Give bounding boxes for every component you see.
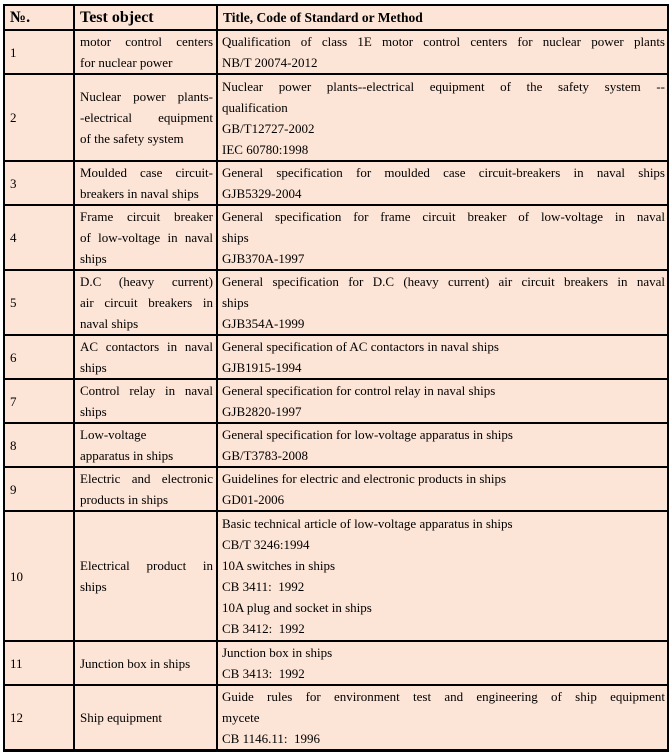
row-number-cell xyxy=(4,74,74,161)
standard-title-line: Nuclear power plants--electrical equipment of the safety system -- xyxy=(222,78,665,94)
test-object-line: for nuclear power xyxy=(80,55,173,70)
test-object-line: AC contactors in naval xyxy=(80,339,213,354)
table-header xyxy=(4,5,668,30)
header-row xyxy=(4,5,668,30)
test-object-cell xyxy=(74,335,217,379)
header-no: №. xyxy=(4,5,74,30)
row-number-cell xyxy=(4,335,74,379)
row-number-cell xyxy=(4,467,74,511)
standard-title-line: General specification for D.C (heavy current) air circuit breakers in naval xyxy=(222,274,665,289)
standard-title-line: ships xyxy=(222,230,249,245)
row-number: 10 xyxy=(10,568,23,584)
test-object-cell xyxy=(74,467,217,511)
standard-title-cell xyxy=(217,511,668,641)
test-object-cell xyxy=(74,379,217,423)
standard-title-line: General specification for low-voltage apparatus in ships xyxy=(222,427,513,442)
row-number-cell xyxy=(4,379,74,423)
test-object-line: -electrical equipment xyxy=(80,110,213,125)
standard-title-line: Guide rules for environment test and engineering of ship equipment xyxy=(222,689,665,704)
standard-title-line: General specification of AC contactors in naval ships xyxy=(222,339,499,354)
test-object-line: products in ships xyxy=(80,492,169,507)
table-row xyxy=(4,161,668,205)
standard-title-line: GJB5329-2004 xyxy=(222,186,302,201)
standard-title-line: CB 3413: 1992 xyxy=(222,666,305,681)
test-object-line: of the safety system xyxy=(80,131,184,146)
test-object-cell xyxy=(74,30,217,74)
test-object-line: Nuclear power plants- xyxy=(80,89,213,104)
test-object-line: naval ships xyxy=(80,316,139,331)
standard-title-cell xyxy=(217,161,668,205)
test-object-cell xyxy=(74,641,217,685)
header-title-code: Title, Code of Standard or Method xyxy=(217,5,668,30)
test-object-line: motor control centers xyxy=(80,34,213,49)
table-row xyxy=(4,423,668,467)
table-row xyxy=(4,74,668,161)
row-number-cell xyxy=(4,685,74,751)
test-object-line: Low-voltage xyxy=(80,427,147,442)
table-row xyxy=(4,270,668,335)
row-number: 3 xyxy=(10,175,17,191)
standard-title-cell xyxy=(217,335,668,379)
test-object-cell xyxy=(74,511,217,641)
test-object-line: breakers in naval ships xyxy=(80,186,199,201)
row-number-cell xyxy=(4,161,74,205)
standard-title-cell xyxy=(217,30,668,74)
test-object-line: Moulded case circuit- xyxy=(80,165,213,180)
test-object-line: ships xyxy=(80,579,107,594)
row-number: 6 xyxy=(10,349,17,365)
test-object-line: Junction box in ships xyxy=(80,655,191,671)
standard-title-line: qualification xyxy=(222,99,288,115)
header-test-object: Test object xyxy=(74,5,217,30)
row-number: 12 xyxy=(10,710,23,725)
test-object-line: Frame circuit breaker xyxy=(80,209,213,224)
test-object-cell xyxy=(74,161,217,205)
table-row xyxy=(4,467,668,511)
table-row xyxy=(4,379,668,423)
standard-title-line: ships xyxy=(222,295,249,310)
test-object-line: apparatus in ships xyxy=(80,448,174,463)
table-row xyxy=(4,685,668,751)
standard-title-line: Basic technical article of low-voltage apparatus in ships xyxy=(222,516,513,531)
row-number: 1 xyxy=(10,44,17,60)
standard-title-cell xyxy=(217,641,668,685)
standard-title-line: Junction box in ships xyxy=(222,645,333,660)
standard-title-line: mycete xyxy=(222,710,260,725)
test-object-line: Control relay in naval xyxy=(80,383,213,398)
standard-title-line: GJB1915-1994 xyxy=(222,360,302,375)
row-number-cell xyxy=(4,511,74,641)
row-number-cell xyxy=(4,641,74,685)
standard-title-line: IEC 60780:1998 xyxy=(222,141,309,157)
standard-title-line: GB/T12727-2002 xyxy=(222,120,315,136)
test-object-line: Electrical product in xyxy=(80,558,213,573)
standard-title-line: CB/T 3246:1994 xyxy=(222,537,310,552)
table-row xyxy=(4,511,668,641)
standard-title-cell xyxy=(217,270,668,335)
row-number: 8 xyxy=(10,437,17,453)
row-number: 5 xyxy=(10,295,17,310)
standard-title-line: 10A switches in ships xyxy=(222,558,336,573)
standard-title-line: CB 3411: 1992 xyxy=(222,579,305,594)
test-object-line: ships xyxy=(80,404,107,419)
standard-title-cell xyxy=(217,379,668,423)
test-object-line: ships xyxy=(80,360,107,375)
standard-title-line: Qualification of class 1E motor control centers for nuclear power plants xyxy=(222,34,665,49)
standard-title-line: GB/T3783-2008 xyxy=(222,448,308,463)
standard-title-line: 10A plug and socket in ships xyxy=(222,600,372,615)
test-object-cell xyxy=(74,74,217,161)
table-row xyxy=(4,641,668,685)
standard-title-line: Guidelines for electric and electronic products in ships xyxy=(222,471,507,486)
test-object-line: D.C (heavy current) xyxy=(80,274,213,289)
test-object-line: ships xyxy=(80,251,107,266)
row-number: 7 xyxy=(10,393,17,409)
test-object-line: Ship equipment xyxy=(80,710,162,725)
standard-title-line: NB/T 20074-2012 xyxy=(222,55,318,70)
row-number-cell xyxy=(4,423,74,467)
standard-title-line: GD01-2006 xyxy=(222,492,285,507)
standard-title-line: GJB370A-1997 xyxy=(222,251,305,266)
table-row xyxy=(4,30,668,74)
row-number-cell xyxy=(4,30,74,74)
standard-title-line: CB 1146.11: 1996 xyxy=(222,731,320,746)
standard-title-line: General specification for moulded case circuit-breakers in naval ships xyxy=(222,165,665,180)
row-number: 4 xyxy=(10,230,17,245)
test-object-line: of low-voltage in naval xyxy=(80,230,213,245)
test-object-cell xyxy=(74,205,217,270)
table-body xyxy=(4,30,668,751)
table-row xyxy=(4,335,668,379)
standard-title-line: GJB2820-1997 xyxy=(222,404,302,419)
test-object-line: Electric and electronic xyxy=(80,471,213,486)
test-object-cell xyxy=(74,423,217,467)
row-number-cell xyxy=(4,270,74,335)
standard-title-line: CB 3412: 1992 xyxy=(222,621,305,636)
standard-title-line: General specification for control relay in naval ships xyxy=(222,383,496,398)
standard-title-cell xyxy=(217,423,668,467)
row-number: 11 xyxy=(10,655,23,671)
standard-title-cell xyxy=(217,205,668,270)
standard-title-cell xyxy=(217,74,668,161)
row-number-cell xyxy=(4,205,74,270)
test-object-cell xyxy=(74,685,217,751)
row-number: 9 xyxy=(10,481,17,497)
test-object-cell xyxy=(74,270,217,335)
table-row xyxy=(4,205,668,270)
standard-title-line: GJB354A-1999 xyxy=(222,316,305,331)
standard-title-line: General specification for frame circuit breaker of low-voltage in naval xyxy=(222,209,665,224)
test-object-line: air circuit breakers in xyxy=(80,295,213,310)
standards-table xyxy=(3,4,669,752)
standard-title-cell xyxy=(217,685,668,751)
standard-title-cell xyxy=(217,467,668,511)
row-number: 2 xyxy=(10,110,17,125)
